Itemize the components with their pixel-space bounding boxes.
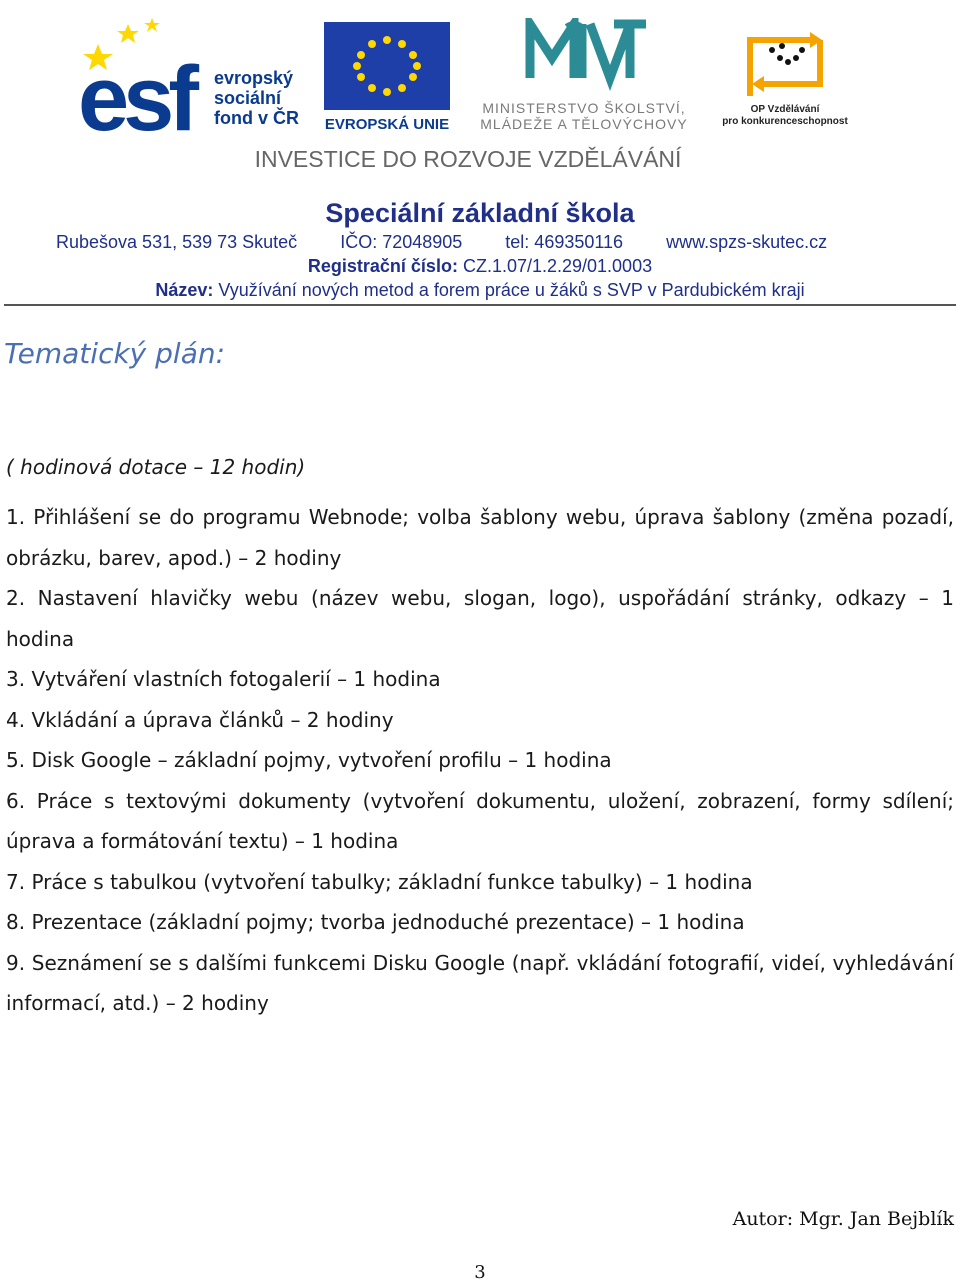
logo-banner [0,0,960,185]
address: Rubešova 531, 539 73 Skuteč [56,232,298,252]
list-item: 7. Práce s tabulkou (vytvoření tabulky; základní funkce tabulky) – 1 hodina [6,869,753,894]
list-item: 4. Vkládání a úprava článků – 2 hodiny [6,707,394,732]
header-divider [4,304,956,306]
page-title: Tematický plán: [4,337,226,370]
hours-allocation: ( hodinová dotace – 12 hodin) [6,455,306,479]
list-item: 6. Práce s textovými dokumenty (vytvoření dokumentu, uložení, zobrazení, formy sdílení; úprava a formátování textu) – 1 hodina [6,788,954,853]
list-item: 9. Seznámení se s dalšími funkcemi Disku Google (např. vkládání fotografií, videí, vyhledávání informací, atd.) – 2 hodiny [6,950,954,1015]
list-item: 5. Disk Google – základní pojmy, vytvoření profilu – 1 hodina [6,748,612,772]
author: Autor: Mgr. Jan Bejblík [732,1208,954,1230]
op-vzdelavani-logo [710,18,860,133]
project-name-value: Využívání nových metod a forem práce u žáků s SVP v Pardubickém kraji [218,280,805,300]
registration-label: Registrační číslo: [307,256,458,276]
svg-text:esf: esf [78,48,193,133]
plan-list [6,497,954,1024]
msmt-logo [466,18,702,133]
list-item: 3. Vytváření vlastních fotogalerií – 1 hodina [6,667,441,691]
list-item: 8. Prezentace (základní pojmy; tvorba jednoduché prezentace) – 1 hodina [6,910,745,934]
registration-line [0,256,960,277]
phone: tel: 469350116 [505,232,624,252]
ico: IČO: 72048905 [340,232,463,252]
website-link[interactable]: www.spzs-skutec.cz [666,232,828,252]
project-name-label: Název: [155,280,214,300]
esf-logo [78,18,310,133]
eu-logo [318,20,456,132]
esf-caption: evropský sociální fond v ČR [214,68,299,128]
list-item: 1. Přihlášení se do programu Webnode; volba šablony webu, úprava šablony (změna pozadí, obrázku, barev, apod.) – 2 hodiny [6,505,954,570]
list-item: 2. Nastavení hlavičky webu (název webu, slogan, logo), uspořádání stránky, odkazy – 1 hodina [6,586,954,651]
op-caption: OP Vzdělávání pro konkurenceschopnost [722,104,848,127]
project-name-line [0,280,960,301]
contact-line [56,232,916,253]
tagline: INVESTICE DO ROZVOJE VZDĚLÁVÁNÍ [254,146,682,172]
eu-caption: EVROPSKÁ UNIE [324,116,450,133]
school-name: Speciální základní škola [325,198,635,228]
page-number: 3 [474,1262,486,1283]
registration-value: CZ.1.07/1.2.29/01.0003 [462,256,653,276]
msmt-caption: MINISTERSTVO ŠKOLSTVÍ, MLÁDEŽE A TĚLOVÝCHOVY [480,100,688,132]
